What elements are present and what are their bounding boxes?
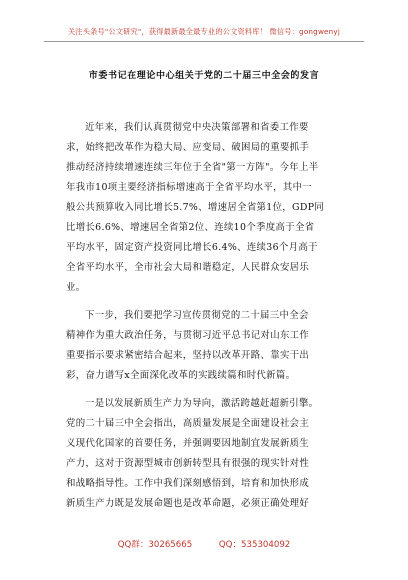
header-divider xyxy=(44,41,364,42)
paragraph-1-line: 年我市10项主要经济指标增速高于全省平均水平，其中一 xyxy=(66,182,313,193)
paragraph-2-line: 精神作为重大政治任务，与贯彻习近平总书记对山东工作 xyxy=(66,330,310,341)
paragraph-1-line: 推动经济持续增速连续三年位于全省"第一方阵"。今年上半 xyxy=(66,162,319,173)
paragraph-2-line: 重要指示要求紧密结合起来，坚持以改革开路、靠实干出 xyxy=(66,350,310,361)
header-note: 关注头条号"公文研究"，获得最新最全最专业的公文资料库！ 微信号：gongwenyj xyxy=(67,27,341,36)
paragraph-1-line: 比增长6.6%、增速居全省第2位、连续10个季度高于全省 xyxy=(66,222,315,233)
paragraph-1-line: 近年来，我们认真贯彻党中央决策部署和省委工作要 xyxy=(85,122,309,133)
paragraph-1-line: 般公共预算收入同比增长5.7%、增速居全省第1位，GDP同 xyxy=(66,202,325,213)
footer-qq-number: QQ：535304092 xyxy=(218,540,291,550)
paragraph-1-line: 业。 xyxy=(66,282,86,293)
paragraph-3-line: 一是以发展新质生产力为导向，激活跨越赶超新引擎。 xyxy=(85,398,319,409)
paragraph-3-line: 党的二十届三中全会指出，高质量发展是全面建设社会主 xyxy=(66,418,310,429)
footer-qq-group: QQ群：30265665 xyxy=(117,540,193,550)
paragraph-1-line: 平均水平，固定资产投资同比增长6.4%、连续36个月高于 xyxy=(66,242,318,253)
paragraph-3-line: 义现代化国家的首要任务，并强调要因地制宜发展新质生 xyxy=(66,438,310,449)
paragraph-1-line: 全省平均水平，全市社会大局和谐稳定，人民群众安居乐 xyxy=(66,262,310,273)
footer-contact xyxy=(0,538,408,550)
paragraph-3-line: 产力，这对于资源型城市创新转型具有很强的现实针对性 xyxy=(66,458,310,469)
paragraph-2-line: 彩，奋力谱写x全面深化改革的实践续篇和时代新篇。 xyxy=(66,370,296,381)
paragraph-3-line: 和战略指导性。工作中我们深刻感悟到，培育和加快形成 xyxy=(66,478,310,489)
document-title: 市委书记在理论中心组关于党的二十届三中全会的发言 xyxy=(88,71,320,81)
paragraph-1-line: 求，始终把改革作为稳大局、应变局、破困局的重要抓手 xyxy=(66,142,310,153)
paragraph-3-line: 新质生产力既是发展命题也是改革命题，必须正确处理好 xyxy=(66,498,310,509)
document-body xyxy=(66,118,346,514)
paragraph-2-line: 下一步，我们要把学习宣传贯彻党的二十届三中全会 xyxy=(85,310,309,321)
